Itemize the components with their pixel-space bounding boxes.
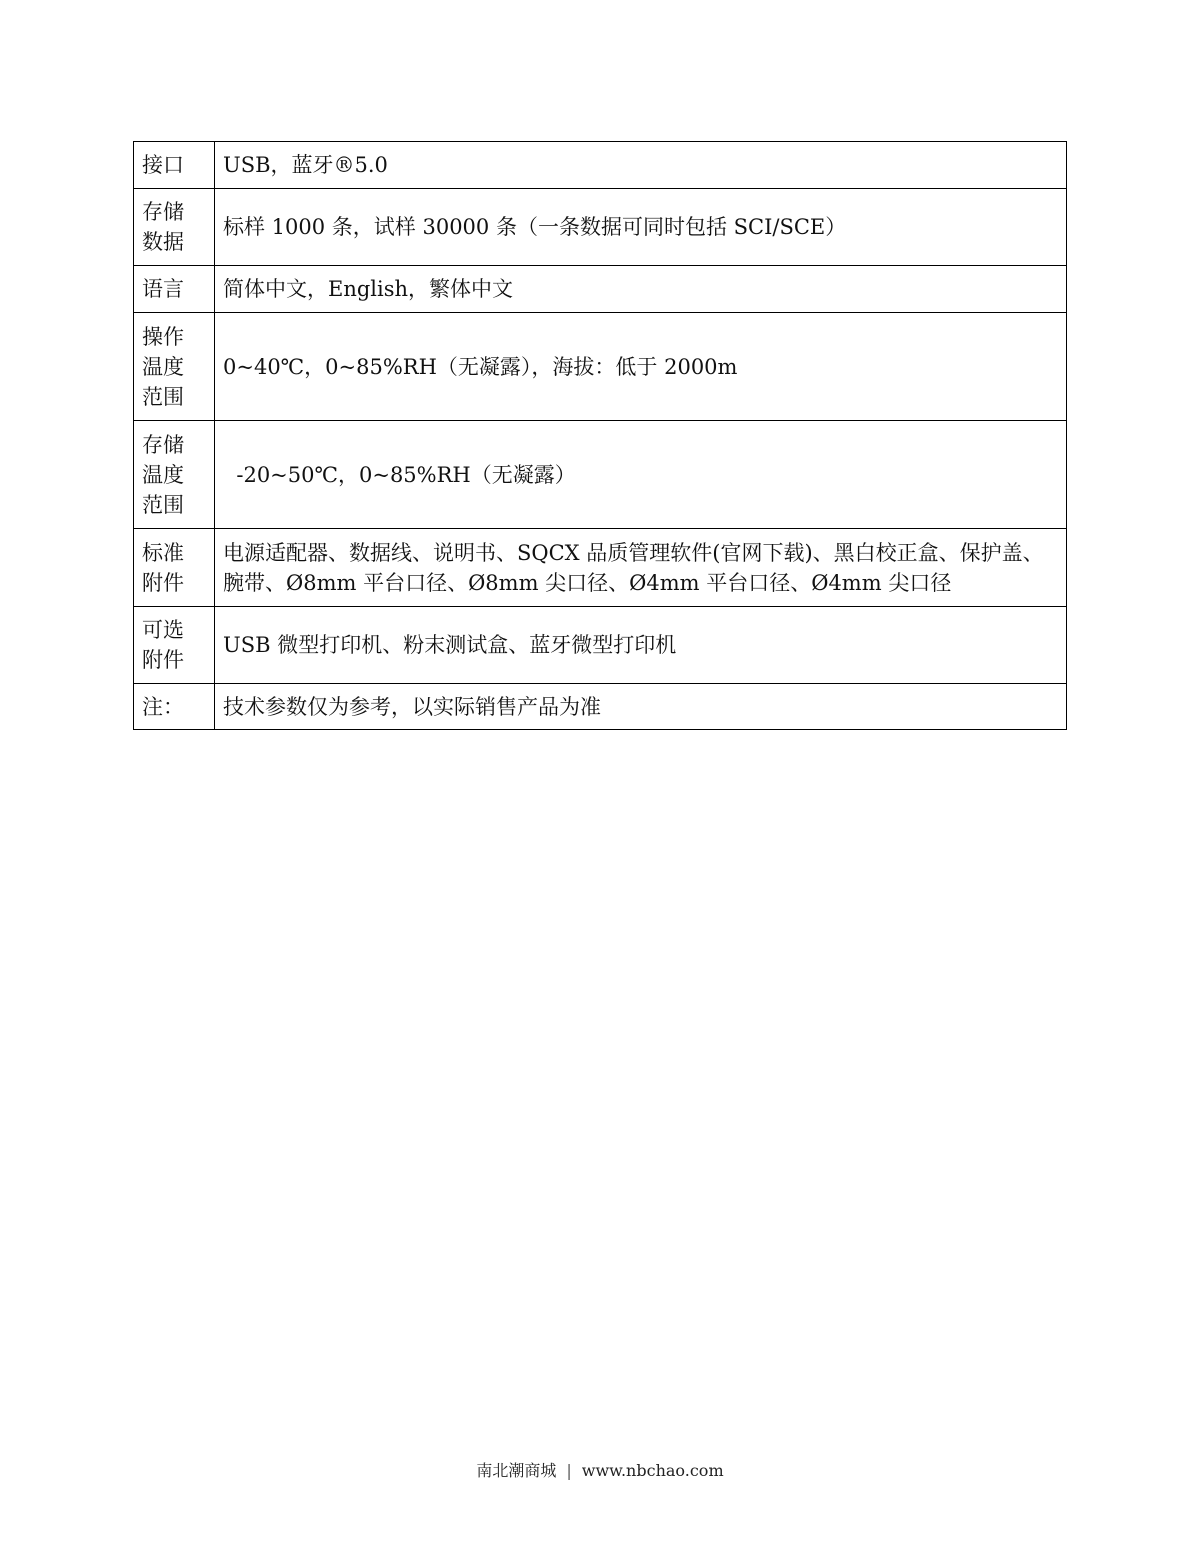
row-label-cell: [134, 266, 215, 313]
row-value-cell: [215, 142, 1067, 189]
row-value: USB，蓝牙®5.0: [223, 153, 388, 177]
row-label: 存储温度范围: [142, 432, 184, 517]
row-label: 注：: [142, 694, 184, 719]
table-row: [134, 607, 1067, 684]
footer-separator: |: [566, 1461, 572, 1480]
row-label-cell: [134, 607, 215, 684]
footer-site-name: 南北潮商城: [476, 1461, 557, 1480]
row-label: 存储数据: [142, 200, 184, 254]
row-value: 电源适配器、数据线、说明书、SQCX 品质管理软件(官网下载)、黑白校正盒、保护盖、腕带、Ø8mm 平台口径、Ø8mm 尖口径、Ø4mm 平台口径、Ø4mm 尖口径: [223, 540, 1044, 595]
footer-url-link[interactable]: www.nbchao.com: [581, 1461, 724, 1480]
page-footer: [0, 1460, 1200, 1482]
table-row: [134, 142, 1067, 189]
row-value: -20~50℃，0~85%RH（无凝露）: [223, 462, 576, 487]
row-label: 标准附件: [142, 540, 184, 595]
row-value-cell: [215, 684, 1067, 730]
row-label-cell: [134, 529, 215, 607]
table-row: [134, 529, 1067, 607]
row-label-cell: [134, 313, 215, 421]
table-row: [134, 684, 1067, 730]
row-value: 标样 1000 条，试样 30000 条（一条数据可同时包括 SCI/SCE）: [223, 215, 847, 239]
row-value: 技术参数仅为参考，以实际销售产品为准: [223, 694, 601, 719]
row-label: 可选附件: [142, 618, 184, 672]
row-value-cell: [215, 266, 1067, 313]
table-row: [134, 313, 1067, 421]
row-value-cell: [215, 313, 1067, 421]
table-row: [134, 421, 1067, 529]
row-label-cell: [134, 684, 215, 730]
row-value-cell: [215, 189, 1067, 266]
row-value-cell: [215, 529, 1067, 607]
row-value: 0~40℃，0~85%RH（无凝露），海拔：低于 2000m: [223, 354, 738, 379]
row-label: 操作温度范围: [142, 324, 184, 409]
row-label-cell: [134, 142, 215, 189]
row-value: USB 微型打印机、粉末测试盒、蓝牙微型打印机: [223, 633, 677, 657]
row-label: 语言: [142, 277, 184, 301]
spec-table: [133, 141, 1067, 730]
row-label-cell: [134, 421, 215, 529]
table-row: [134, 189, 1067, 266]
row-value-cell: [215, 607, 1067, 684]
row-value-cell: [215, 421, 1067, 529]
table-row: [134, 266, 1067, 313]
row-value: 简体中文，English，繁体中文: [223, 277, 514, 301]
row-label: 接口: [142, 153, 184, 177]
row-label-cell: [134, 189, 215, 266]
